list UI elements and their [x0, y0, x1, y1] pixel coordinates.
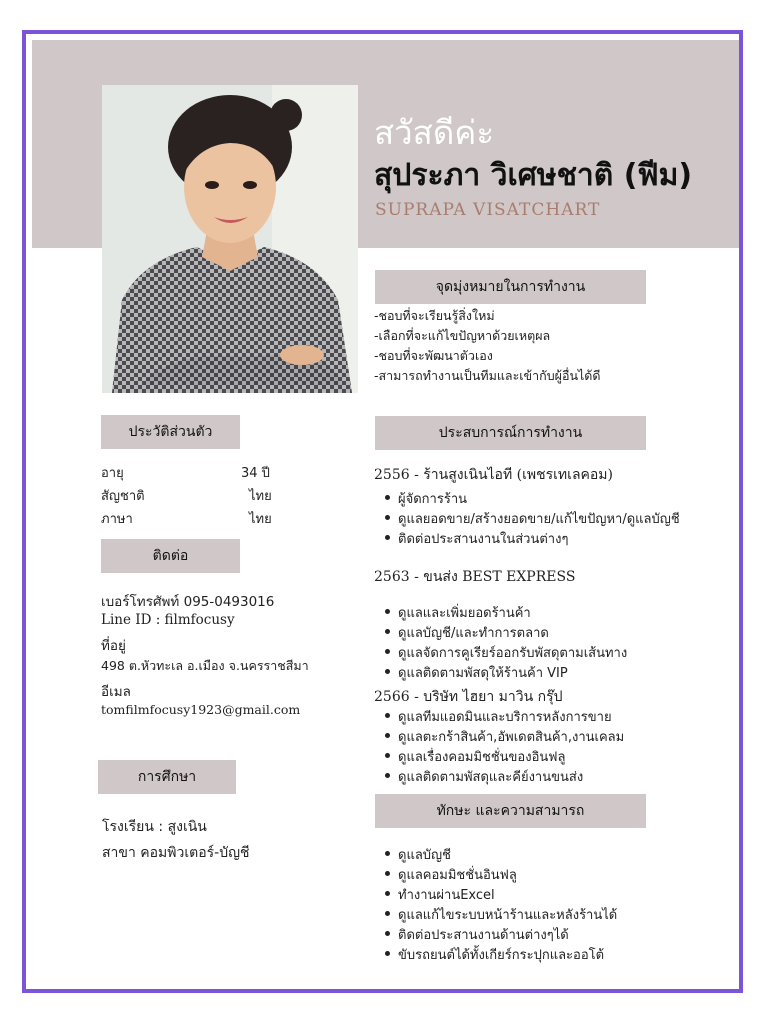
- skill-item: ดูแลบัญชี: [374, 844, 734, 864]
- skills-heading: ทักษะ และความสามารถ: [375, 794, 646, 828]
- skill-item: ขับรถยนต์ได้ทั้งเกียร์กระปุกและออโต้: [374, 944, 734, 964]
- greeting: สวัสดีค่ะ: [374, 113, 495, 152]
- skill-item: ติดต่อประสานงานด้านต่างๆได้: [374, 924, 734, 944]
- study-major: สาขา คอมพิวเตอร์-บัญชี: [102, 845, 250, 861]
- skills-section: [374, 844, 734, 964]
- profile-photo-illustration: [102, 85, 358, 393]
- profile-value: ไทย: [249, 489, 272, 504]
- education-heading: การศึกษา: [98, 760, 236, 794]
- objective-item: -ชอบที่จะเรียนรู้สิ่งใหม่: [374, 308, 495, 323]
- profile-label: อายุ: [101, 466, 124, 481]
- skill-item: ดูแลแก้ไขระบบหน้าร้านและหลังร้านได้: [374, 904, 734, 924]
- objective-item: -ชอบที่จะพัฒนาตัวเอง: [374, 348, 493, 363]
- contact-details: [101, 590, 371, 724]
- job-duty: ดูแลยอดขาย/สร้างยอดขาย/แก้ไขปัญหา/ดูแลบัญชี: [374, 508, 734, 528]
- job-duty: ดูแลบัญชี/และทำการตลาด: [374, 622, 734, 642]
- full-name-thai: สุประภา วิเศษชาติ (ฟีม): [374, 158, 693, 193]
- skills-list: [374, 844, 734, 964]
- profile-photo: [102, 85, 358, 393]
- job-duties: [374, 706, 734, 786]
- contact-heading: ติดต่อ: [101, 539, 240, 573]
- job-heading: 2566 - บริษัท ไฮยา มาวิน กรุ๊ป: [374, 689, 563, 705]
- skill-item: ทำงานผ่านExcel: [374, 884, 734, 904]
- job-entry: [374, 464, 734, 548]
- profile-row-language: [101, 508, 301, 531]
- profile-value: ไทย: [249, 512, 272, 527]
- address: 498 ต.หัวทะเล อ.เมือง จ.นครราชสีมา: [101, 658, 309, 673]
- job-duties: [374, 602, 734, 682]
- objective-list: [374, 306, 674, 386]
- profile-label: ภาษา: [101, 512, 133, 527]
- profile-details: [101, 462, 301, 531]
- profile-heading: ประวัติส่วนตัว: [101, 415, 240, 449]
- job-duty: ดูแลทีมแอดมินและบริการหลังการขาย: [374, 706, 734, 726]
- phone-number: เบอร์โทรศัพท์ 095-0493016: [101, 594, 275, 610]
- email-label: อีเมล: [101, 684, 131, 700]
- job-heading: 2563 - ขนส่ง BEST EXPRESS: [374, 569, 576, 585]
- job-duty: ดูแลและเพิ่มยอดร้านค้า: [374, 602, 734, 622]
- job-entry: [374, 566, 734, 682]
- resume-frame: [22, 30, 743, 993]
- job-entry: [374, 686, 734, 786]
- line-id: Line ID : filmfocusy: [101, 612, 235, 628]
- address-label: ที่อยู่: [101, 638, 126, 654]
- email-address: tomfilmfocusy1923@gmail.com: [101, 702, 301, 717]
- job-duty: ดูแลติดตามพัสดุและคีย์งานขนส่ง: [374, 766, 734, 786]
- job-duty: ดูแลเรื่องคอมมิชชั่นของอินฟลู: [374, 746, 734, 766]
- job-heading: 2556 - ร้านสูงเนินไอที (เพชรเทเลคอม): [374, 467, 613, 483]
- school-name: โรงเรียน : สูงเนิน: [102, 819, 207, 835]
- profile-row-nationality: [101, 485, 301, 508]
- skill-item: ดูแลคอมมิชชั่นอินฟลู: [374, 864, 734, 884]
- profile-row-age: [101, 462, 301, 485]
- job-duty: ติดต่อประสานงานในส่วนต่างๆ: [374, 528, 734, 548]
- objective-item: -เลือกที่จะแก้ไขปัญหาด้วยเหตุผล: [374, 328, 551, 343]
- full-name-english: SUPRAPA VISATCHART: [375, 200, 601, 220]
- job-duty: ดูแลตะกร้าสินค้า,อัพเดตสินค้า,งานเคลม: [374, 726, 734, 746]
- job-duty: ดูแลติดตามพัสดุให้ร้านค้า VIP: [374, 662, 734, 682]
- job-duties: [374, 488, 734, 548]
- profile-value: 34 ปี: [241, 466, 270, 481]
- experience-heading: ประสบการณ์การทำงาน: [375, 416, 646, 450]
- job-duty: ผู้จัดการร้าน: [374, 488, 734, 508]
- profile-label: สัญชาติ: [101, 489, 145, 504]
- job-duty: ดูแลจัดการคูเรียร์ออกรับพัสดุตามเส้นทาง: [374, 642, 734, 662]
- objective-item: -สามารถทำงานเป็นทีมและเข้ากับผู้อื่นได้ดี: [374, 368, 601, 383]
- education-details: [102, 816, 372, 868]
- objective-heading: จุดมุ่งหมายในการทำงาน: [375, 270, 646, 304]
